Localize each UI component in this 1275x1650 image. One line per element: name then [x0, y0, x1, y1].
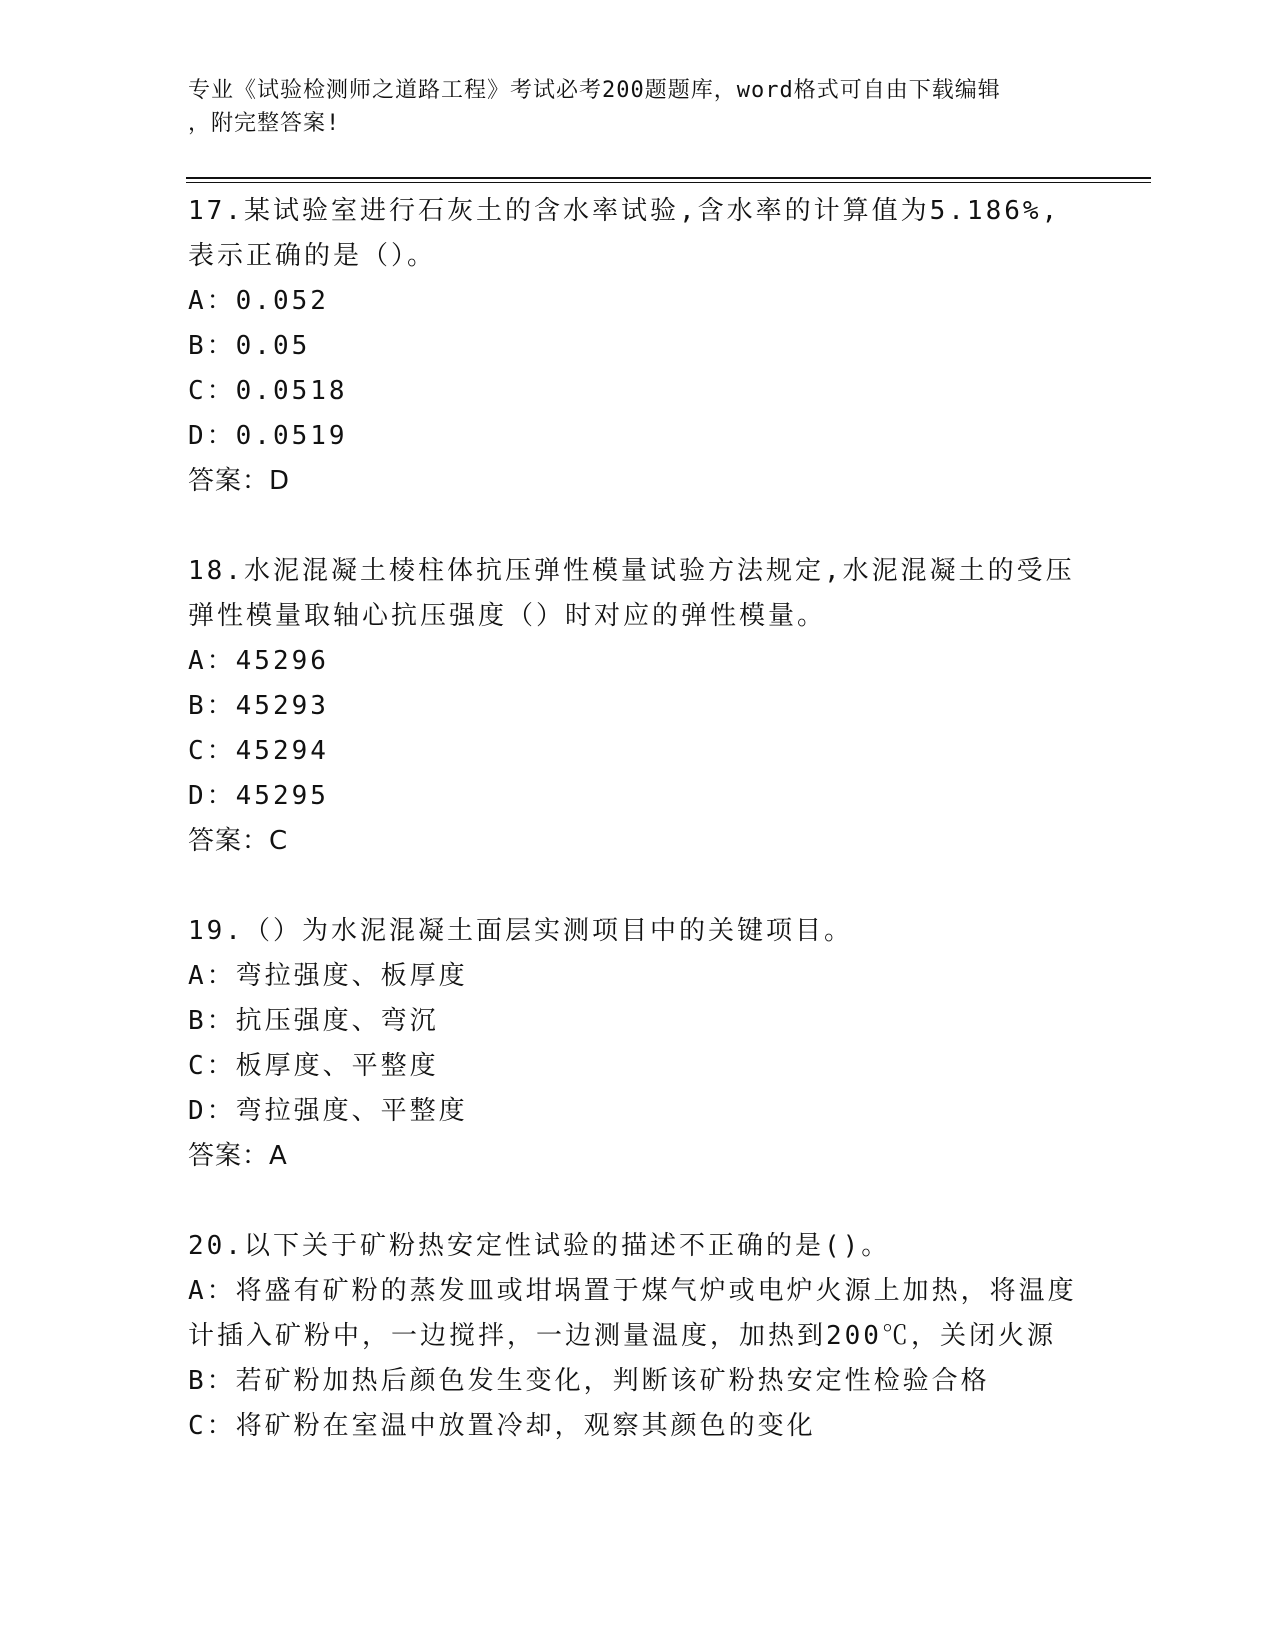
question-18 [188, 549, 1088, 864]
option-b: B：若矿粉加热后颜色发生变化，判断该矿粉热安定性检验合格 [188, 1366, 990, 1396]
option-b: B：0.05 [188, 331, 311, 361]
header-divider-thin [186, 182, 1151, 183]
option-c: C：将矿粉在室温中放置冷却，观察其颜色的变化 [188, 1411, 816, 1441]
option-a: A：弯拉强度、板厚度 [188, 961, 468, 991]
option-d: D：45295 [188, 781, 329, 811]
question-stem: 18.水泥混凝土棱柱体抗压弹性模量试验方法规定,水泥混凝土的受压弹性模量取轴心抗压强度（）时对应的弹性模量。 [188, 556, 1075, 631]
option-b: B：45293 [188, 691, 329, 721]
option-d: D：弯拉强度、平整度 [188, 1096, 468, 1126]
question-19 [188, 909, 1088, 1179]
header-divider-thick [186, 177, 1151, 179]
document-header [188, 74, 1088, 140]
option-c: C：45294 [188, 736, 329, 766]
question-stem: 19.（）为水泥混凝土面层实测项目中的关键项目。 [188, 916, 853, 946]
question-17 [188, 189, 1088, 504]
option-c: C：板厚度、平整度 [188, 1051, 439, 1081]
option-c: C：0.0518 [188, 376, 348, 406]
question-stem: 20.以下关于矿粉热安定性试验的描述不正确的是()。 [188, 1231, 891, 1261]
question-list [188, 189, 1088, 1494]
answer-line: 答案：A [188, 1141, 288, 1171]
question-stem: 17.某试验室进行石灰土的含水率试验,含水率的计算值为5.186%,表示正确的是（）。 [188, 196, 1061, 271]
option-a: A：0.052 [188, 286, 329, 316]
header-line-2: ，附完整答案! [188, 111, 341, 136]
header-line-1: 专业《试验检测师之道路工程》考试必考200题题库，word格式可自由下载编辑 [188, 78, 1001, 103]
option-b: B：抗压强度、弯沉 [188, 1006, 439, 1036]
option-d: D：0.0519 [188, 421, 348, 451]
option-a: A：将盛有矿粉的蒸发皿或坩埚置于煤气炉或电炉火源上加热，将温度计插入矿粉中，一边搅拌，一边测量温度，加热到200℃，关闭火源 [188, 1276, 1077, 1351]
answer-line: 答案：D [188, 466, 291, 496]
question-20 [188, 1224, 1088, 1449]
option-a: A：45296 [188, 646, 329, 676]
answer-line: 答案：C [188, 826, 289, 856]
